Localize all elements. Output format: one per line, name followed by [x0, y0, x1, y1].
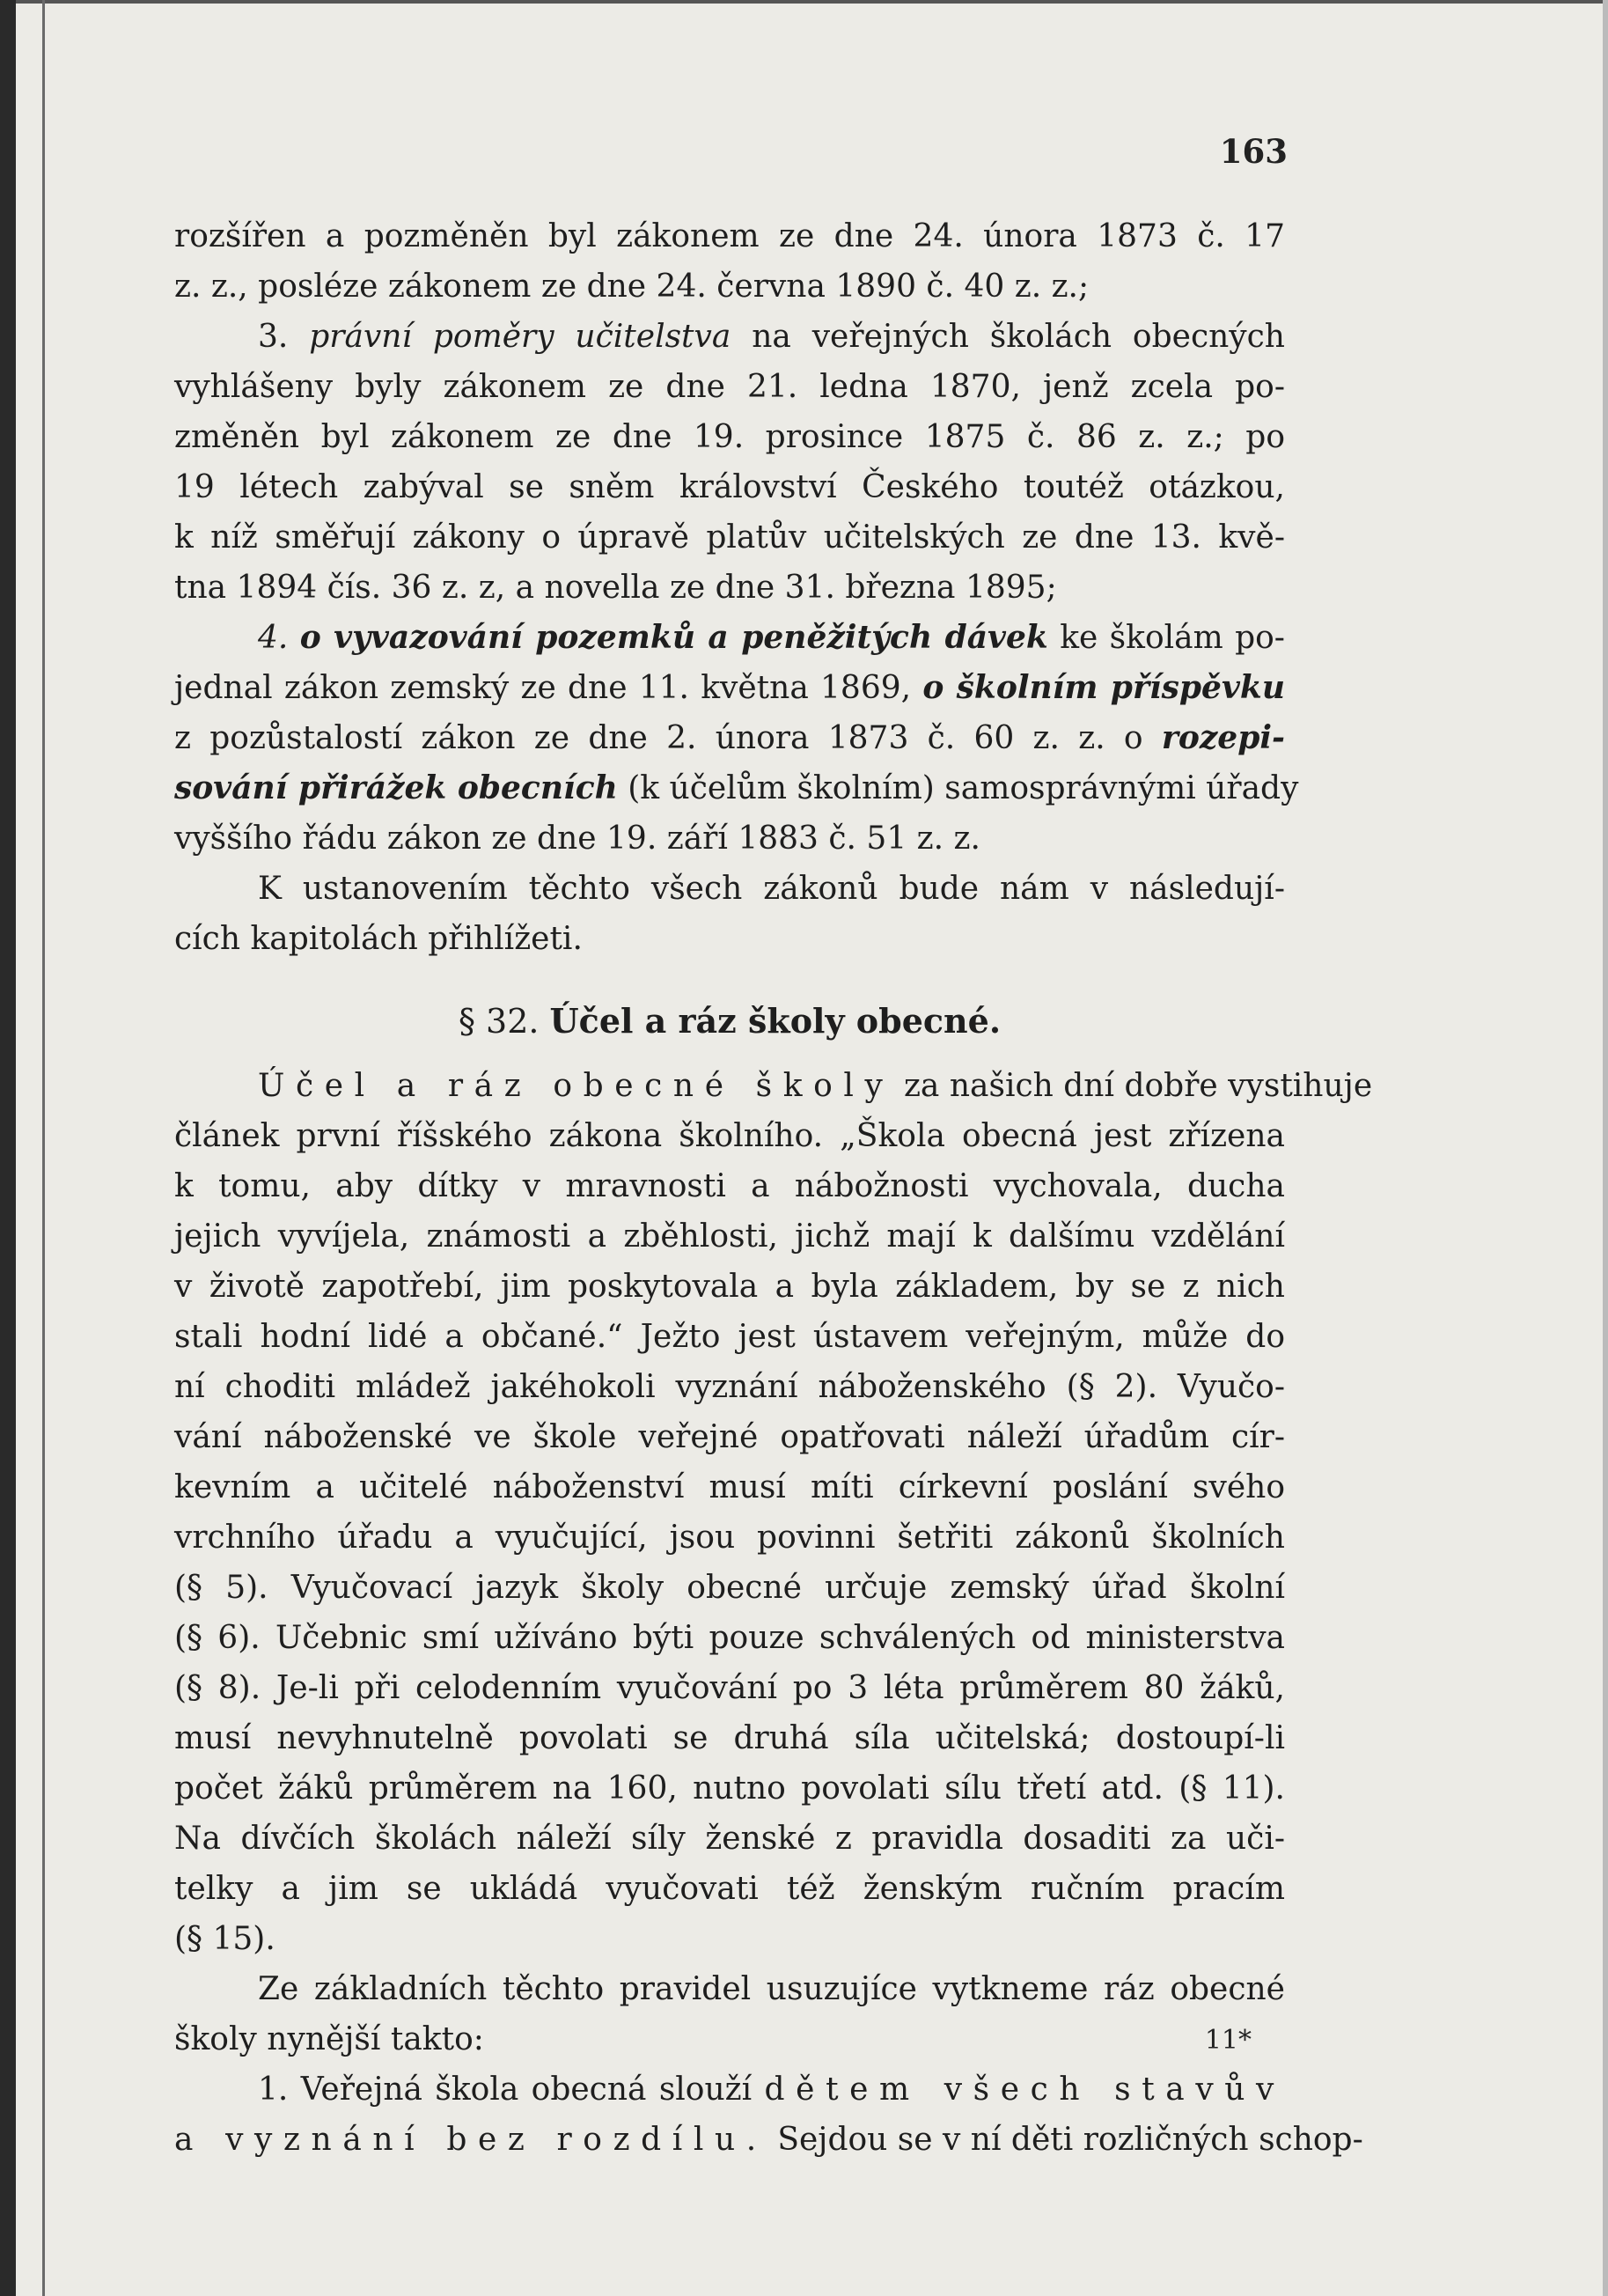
italic-term: o školním příspěvku [922, 669, 1285, 706]
text-line [174, 663, 1285, 713]
spaced-emphasis: dětem všech stavův [764, 2072, 1285, 2108]
text-run: na veřejných školách obecných [752, 319, 1285, 355]
text-run: Sejdou se v ní děti rozličných schop- [777, 2122, 1363, 2158]
text-line [174, 2064, 1285, 2115]
text-line: jejich vyvíjela, známosti a zběhlosti, jichž mají k dalšímu vzdělání [174, 1218, 1285, 1255]
body-text [174, 211, 1373, 2165]
text-line: změněn byl zákonem ze dne 19. prosince 1875 č. 86 z. z.; po [174, 419, 1285, 455]
text-line: vyššího řádu zákon ze dne 19. září 1883 č. 51 z. z. [174, 821, 980, 857]
text-run: z pozůstalostí zákon ze dne 2. února 1873 č. 60 z. z. o [174, 720, 1143, 756]
scan-left-edge [0, 0, 16, 2296]
text-line [174, 763, 1299, 813]
italic-term: o vyvazování pozemků a peněžitých dávek [299, 619, 1048, 656]
section-title: Účel a ráz školy obecné. [549, 1001, 1002, 1041]
text-line: ní choditi mládež jakéhokoli vyznání náboženského (§ 2). Vyučo- [174, 1369, 1285, 1405]
text-run: ke školám po- [1060, 620, 1285, 656]
text-line: k tomu, aby dítky v mravnosti a nábožnosti vychovala, ducha [174, 1168, 1285, 1204]
item-number: 3. [258, 319, 289, 355]
spaced-lead: Účel a ráz obecné školy [258, 1068, 894, 1104]
page-number: 163 [1219, 132, 1288, 171]
italic-term: sování přirážek obecních [174, 769, 618, 806]
text-line: K ustanovením těchto všech zákonů bude nám v následují- [258, 871, 1285, 907]
text-line: vyhlášeny byly zákonem ze dne 21. ledna 1870, jenž zcela po- [174, 369, 1285, 405]
text-line: rozšířen a pozměněn byl zákonem ze dne 24. února 1873 č. 17 [174, 218, 1285, 254]
italic-term: rozepi- [1161, 719, 1285, 756]
scan-right-edge [1603, 0, 1608, 2296]
text-run: za našich dní dobře vystihuje [903, 1068, 1373, 1104]
text-line: vrchního úřadu a vyučující, jsou povinni šetřiti zákonů školních [174, 1520, 1285, 1556]
item-number: 4. [258, 620, 289, 656]
text-line: (§ 6). Učebnic smí užíváno býti pouze schválených od ministerstva [174, 1620, 1285, 1656]
text-line: musí nevyhnutelně povolati se druhá síla učitelská; dostoupí-li [174, 1720, 1285, 1756]
section-number: § 32. [458, 1002, 540, 1041]
text-line: v životě zapotřebí, jim poskytovala a byla základem, by se z nich [174, 1269, 1285, 1305]
text-line: z. z., posléze zákonem ze dne 24. června 1890 č. 40 z. z.; [174, 269, 1090, 305]
spaced-emphasis: a vyznání bez rozdílu. [174, 2122, 767, 2158]
section-heading [174, 964, 1285, 1061]
text-run: 1. Veřejná škola obecná slouží [258, 2072, 753, 2108]
text-line: vání náboženské ve škole veřejné opatřovati náleží úřadům cír- [174, 1419, 1285, 1455]
text-line: Na dívčích školách náleží síly ženské z pravidla dosaditi za uči- [174, 1821, 1285, 1857]
text-line: stali hodní lidé a občané.“ Ježto jest ústavem veřejným, může do [174, 1319, 1285, 1355]
text-line [174, 713, 1285, 763]
text-line: tna 1894 čís. 36 z. z, a novella ze dne 31. března 1895; [174, 570, 1057, 606]
scan-top-edge [0, 0, 1608, 4]
text-line: cích kapitolách přihlížeti. [174, 921, 583, 957]
text-line: telky a jim se ukládá vyučovati též ženským ručním pracím [174, 1871, 1285, 1907]
binding-line [42, 0, 45, 2296]
text-line: (§ 5). Vyučovací jazyk školy obecné určuje zemský úřad školní [174, 1570, 1285, 1606]
text-line [174, 1061, 1373, 1111]
text-line: 19 létech zabýval se sněm království Českého toutéž otázkou, [174, 469, 1285, 505]
item-3-line [174, 312, 1285, 362]
text-run: (k účelům školním) samosprávnými úřady [628, 770, 1299, 806]
text-line: k níž směřují zákony o úpravě platův učitelských ze dne 13. kvě- [174, 519, 1285, 556]
signature-mark: 11* [1204, 2025, 1252, 2056]
item-4-line [174, 613, 1285, 663]
text-line: školy nynější takto: [174, 2021, 484, 2057]
text-line: Ze základních těchto pravidel usuzujíce vytkneme ráz obecné [258, 1971, 1285, 2007]
text-line: (§ 8). Je-li při celodenním vyučování po 3 léta průměrem 80 žáků, [174, 1670, 1285, 1706]
text-line: kevním a učitelé náboženství musí míti církevní poslání svého [174, 1469, 1285, 1505]
italic-term: právní poměry učitelstva [309, 319, 731, 355]
text-line: článek první říšského zákona školního. „Škola obecná jest zřízena [174, 1118, 1285, 1154]
text-line [174, 2115, 1363, 2165]
text-line: počet žáků průměrem na 160, nutno povolati sílu třetí atd. (§ 11). [174, 1770, 1285, 1807]
text-run: jednal zákon zemský ze dne 11. května 1869, [174, 670, 912, 706]
text-line: (§ 15). [174, 1921, 275, 1957]
